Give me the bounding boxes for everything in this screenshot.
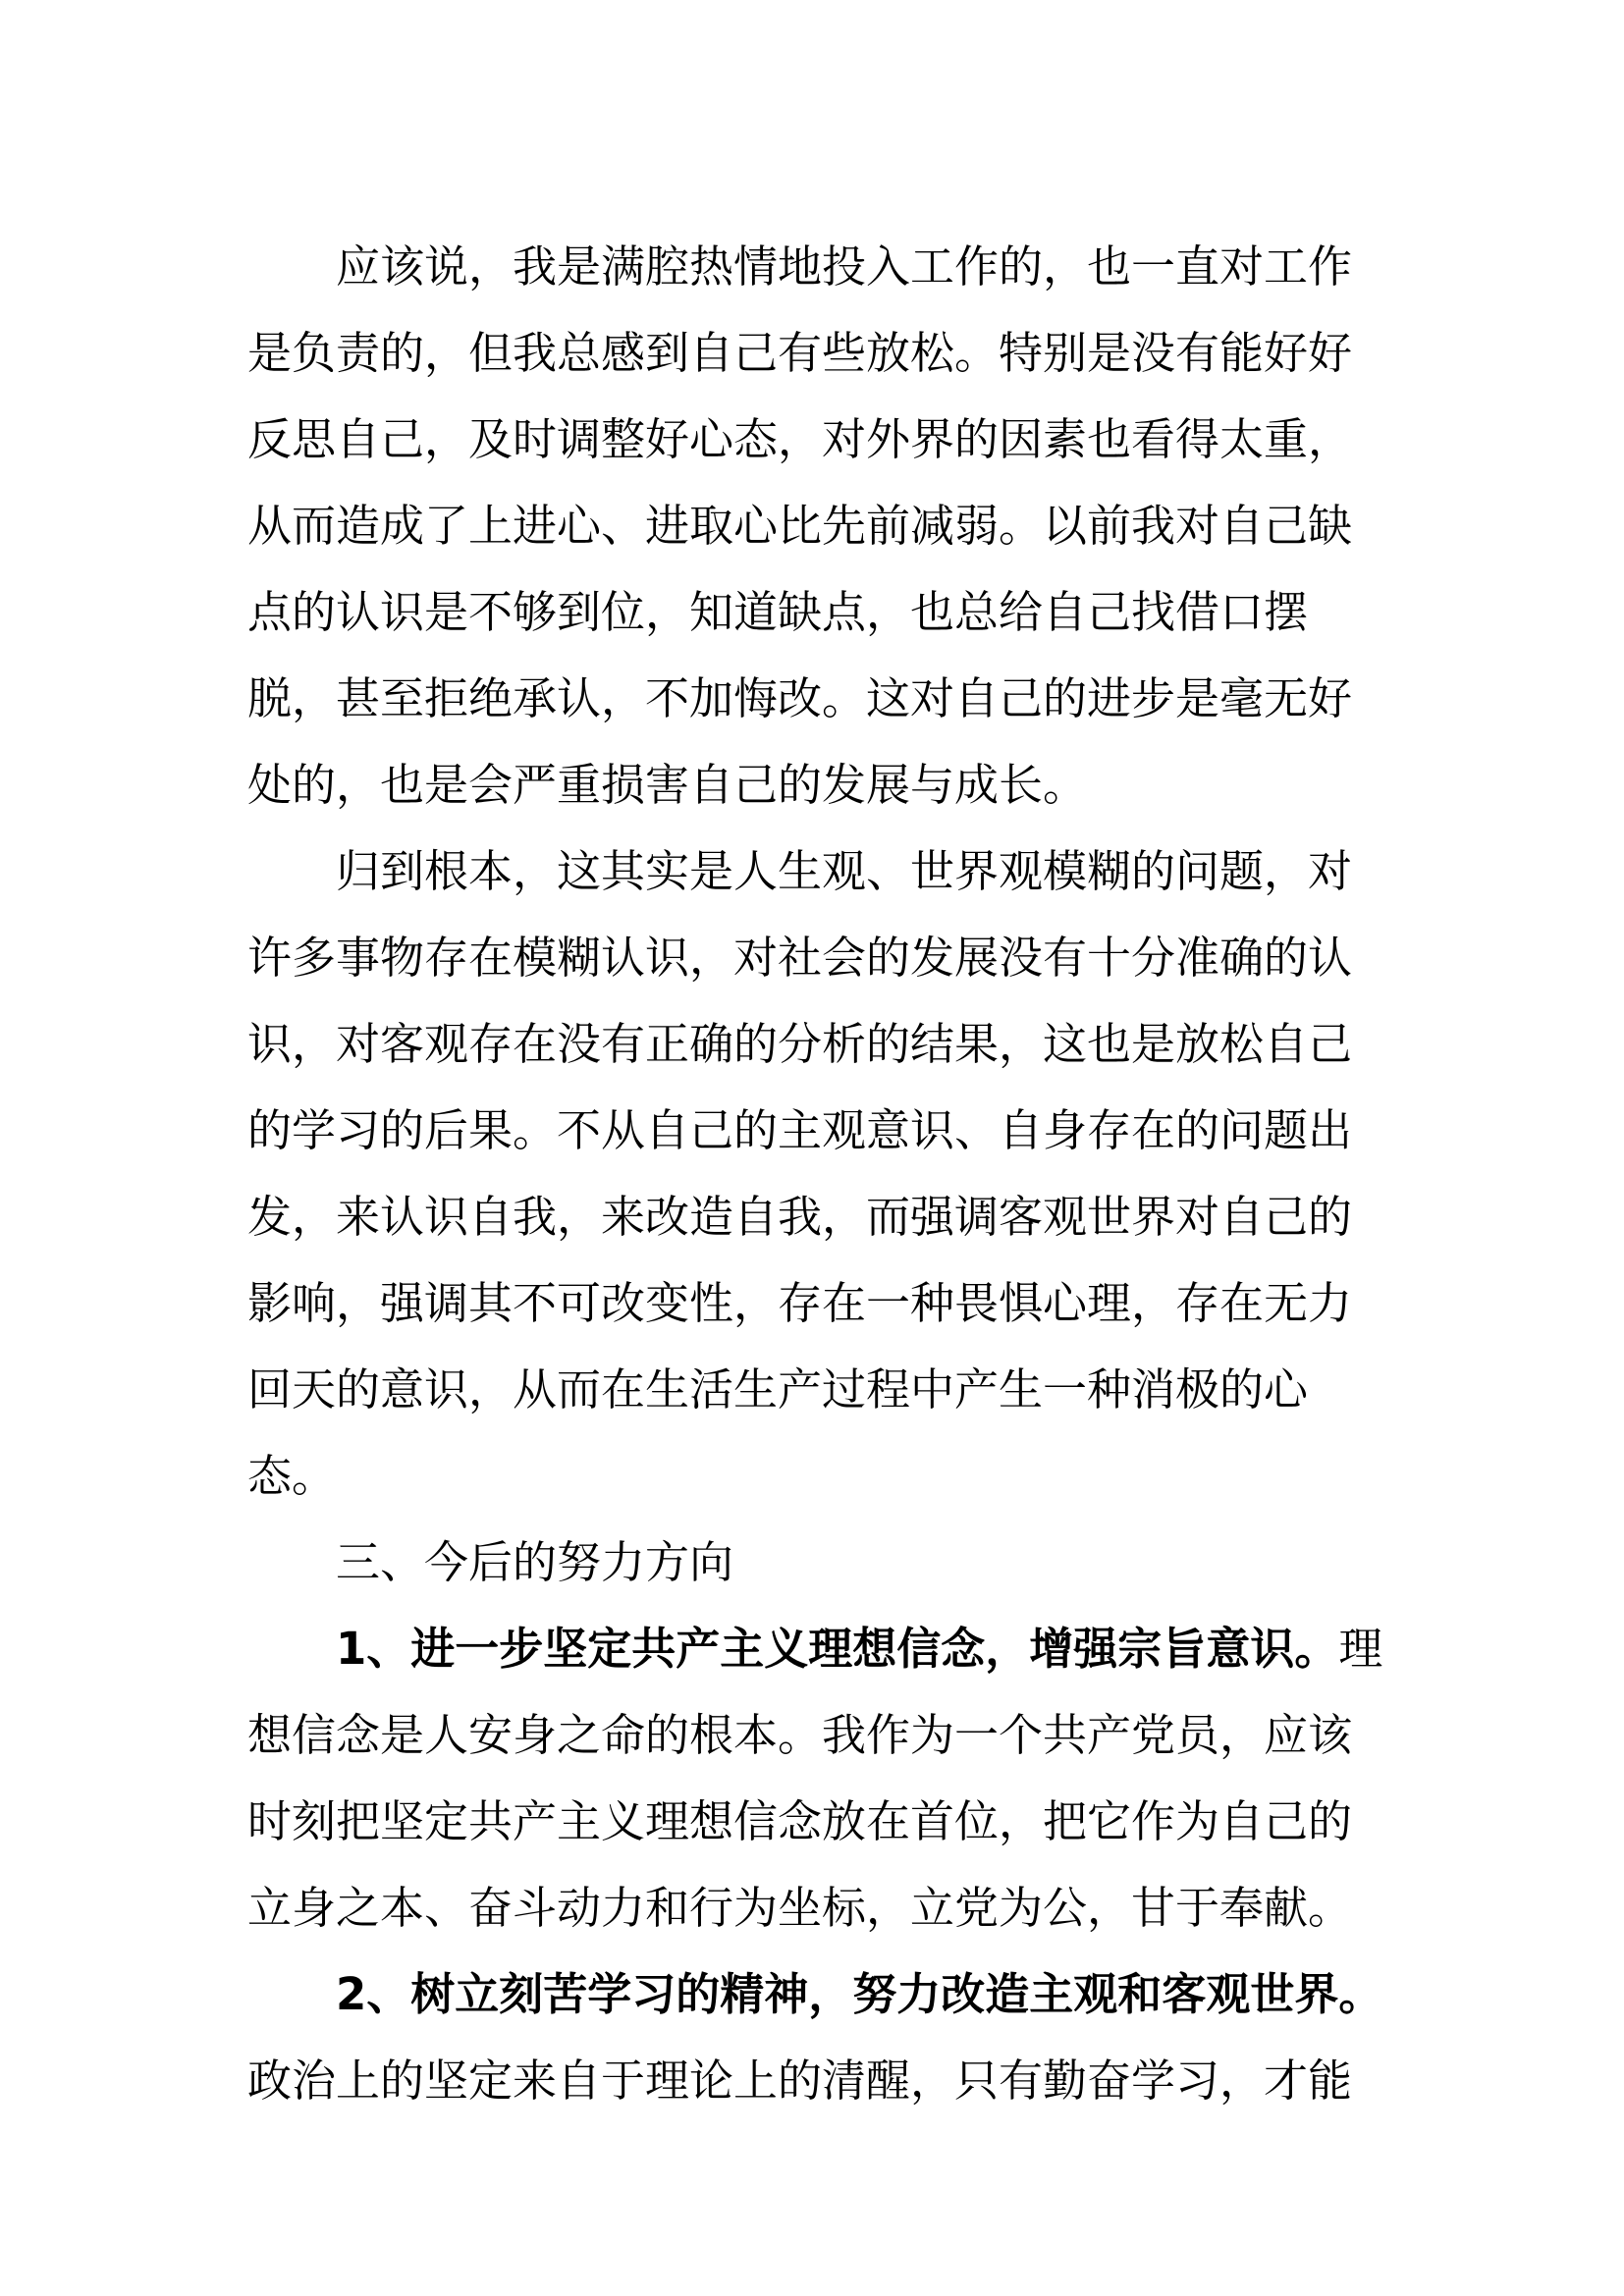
paragraph-line: 想信念是人安身之命的根本。我作为一个共产党员，应该: [247, 1709, 1353, 1761]
numbered-item-line: [247, 1951, 1383, 2038]
paragraph-line: 从而造成了上进心、进取心比先前减弱。以前我对自己缺: [247, 500, 1353, 552]
paragraph-line: 政治上的坚定来自于理论上的清醒，只有勤奋学习，才能: [247, 2055, 1353, 2107]
body-text: [247, 224, 1383, 2124]
numbered-item-text: 理: [1338, 1623, 1383, 1675]
paragraph-line: 点的认识是不够到位，知道缺点，也总给自己找借口摆: [247, 586, 1309, 638]
paragraph-line: 是负责的，但我总感到自己有些放松。特别是没有能好好: [247, 327, 1353, 379]
paragraph-line: 识，对客观存在没有正确的分析的结果，这也是放松自己: [247, 1018, 1353, 1070]
paragraph-line: 态。: [247, 1450, 337, 1502]
paragraph-line: 反思自己，及时调整好心态，对外界的因素也看得太重，: [247, 413, 1353, 465]
numbered-item-heading: 1、进一步坚定共产主义理想信念，增强宗旨意识。: [336, 1623, 1339, 1675]
paragraph-line: 应该说，我是满腔热情地投入工作的，也一直对工作: [336, 240, 1353, 293]
paragraph-line: 立身之本、奋斗动力和行为坐标，立党为公，甘于奉献。: [247, 1882, 1353, 1934]
numbered-item-heading: 2、树立刻苦学习的精神，努力改造主观和客观世界。: [336, 1968, 1383, 2020]
paragraph-line: 发，来认识自我，来改造自我，而强调客观世界对自己的: [247, 1191, 1353, 1243]
paragraph-line: 归到根本，这其实是人生观、世界观模糊的问题，对: [336, 845, 1353, 897]
paragraph-line: 处的，也是会严重损害自己的发展与成长。: [247, 759, 1088, 811]
paragraph-line: 的学习的后果。不从自己的主观意识、自身存在的问题出: [247, 1104, 1353, 1156]
paragraph-line: 时刻把坚定共产主义理想信念放在首位，把它作为自己的: [247, 1795, 1353, 1847]
paragraph-line: 回天的意识，从而在生活生产过程中产生一种消极的心: [247, 1363, 1309, 1415]
numbered-item-line: [247, 1606, 1383, 1692]
paragraph-line: 许多事物存在模糊认识，对社会的发展没有十分准确的认: [247, 932, 1353, 984]
paragraph-line: 脱，甚至拒绝承认，不加悔改。这对自己的进步是毫无好: [247, 672, 1353, 724]
section-heading: 三、今后的努力方向: [336, 1536, 734, 1588]
paragraph-line: 影响，强调其不可改变性，存在一种畏惧心理，存在无力: [247, 1277, 1353, 1329]
